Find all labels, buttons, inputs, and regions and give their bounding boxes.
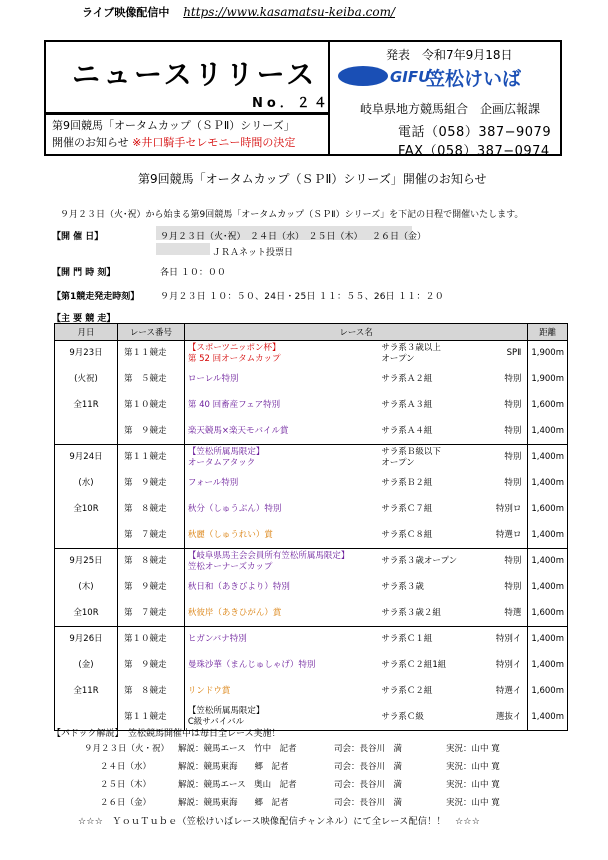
race-name bbox=[184, 419, 378, 445]
race-day: (水) bbox=[55, 471, 118, 497]
table-row bbox=[55, 367, 568, 393]
race-name-line1: 秋分（しゅうぶん）特別 bbox=[187, 504, 282, 514]
race-name bbox=[184, 497, 378, 523]
race-day: 全10R bbox=[55, 497, 118, 523]
race-name-line1: 秋麗（しゅうれい）賞 bbox=[187, 529, 273, 540]
race-class-line1: サラ系Ｃ１組 bbox=[381, 634, 433, 645]
race-grade: 特別ロ bbox=[485, 497, 528, 523]
kasamatsu-logo bbox=[338, 62, 552, 90]
organization: 岐阜県地方競馬組合 企画広報課 bbox=[360, 102, 541, 116]
jra-marker bbox=[156, 243, 210, 255]
race-number: 第１１競走 bbox=[117, 341, 184, 367]
paddock-commentary: 解説：競馬エース 奥山 記者 bbox=[178, 780, 297, 790]
race-number: 第 ９競走 bbox=[117, 471, 184, 497]
race-name bbox=[184, 679, 378, 705]
paddock-live: 実況：山中 寛 bbox=[446, 798, 500, 808]
race-class bbox=[378, 445, 484, 471]
race-number: 第 ７競走 bbox=[117, 601, 184, 627]
race-day: 9月26日 bbox=[55, 627, 118, 653]
race-class bbox=[378, 627, 484, 653]
race-name-line2: オータムアタック bbox=[187, 457, 256, 468]
race-name-line1: 【岐阜県馬主会会員所有笠松所属馬限定】 bbox=[187, 550, 350, 561]
race-class-line1: サラ系Ａ４組 bbox=[381, 425, 433, 436]
race-distance: 1,600m bbox=[528, 601, 568, 627]
race-number: 第 ８競走 bbox=[117, 549, 184, 575]
race-name-line1: ローレル特別 bbox=[187, 374, 239, 384]
table-row bbox=[55, 549, 568, 575]
gate-label: 【開 門 時 刻】 bbox=[52, 268, 116, 278]
race-name-line1: 秋日和（あきびより）特別 bbox=[187, 582, 290, 592]
race-grade: 特選 bbox=[485, 601, 528, 627]
race-class-line1: サラ系Ｃ２組1組 bbox=[381, 660, 447, 670]
race-name bbox=[184, 393, 378, 419]
race-number: 第 ７競走 bbox=[117, 523, 184, 549]
intro-text: ９月２３日（火･祝）から始まる第9回競馬「オータムカップ（ＳＰⅡ）シリーズ」を下記の日程で開催いたします。 bbox=[60, 210, 524, 220]
race-name-line1: 【笠松所属馬限定】 bbox=[187, 446, 265, 457]
race-distance: 1,400m bbox=[528, 653, 568, 679]
race-grade: SPⅡ bbox=[485, 341, 528, 367]
race-class-line1: サラ系３歳 bbox=[381, 582, 424, 592]
race-name bbox=[184, 575, 378, 601]
race-grade: 特選ロ bbox=[485, 523, 528, 549]
race-number: 第 ８競走 bbox=[117, 679, 184, 705]
race-day bbox=[55, 419, 118, 445]
telephone: 電話（058）387−9079 bbox=[398, 125, 552, 140]
race-grade: 特別 bbox=[485, 393, 528, 419]
race-class-line1: サラ系Ａ２組 bbox=[381, 374, 433, 384]
paddock-commentary: 解説：競馬東海 郷 記者 bbox=[178, 762, 289, 772]
paddock-date: ２５日（木） bbox=[100, 780, 152, 790]
table-row bbox=[55, 419, 568, 445]
race-distance: 1,400m bbox=[528, 523, 568, 549]
logo-gifu: GIFU bbox=[390, 68, 431, 86]
col-race-name: レース名 bbox=[184, 324, 528, 341]
race-class-line1: サラ系Ｃ７組 bbox=[381, 504, 433, 514]
race-name bbox=[184, 523, 378, 549]
race-day: (火祝) bbox=[55, 367, 118, 393]
race-distance: 1,600m bbox=[528, 497, 568, 523]
page-title: ニュースリリース bbox=[72, 58, 318, 91]
col-date: 月日 bbox=[55, 324, 118, 341]
paddock-live: 実況：山中 寛 bbox=[446, 762, 500, 772]
race-day: 9月25日 bbox=[55, 549, 118, 575]
race-name-line1: リンドウ賞 bbox=[187, 686, 231, 696]
release-date: 発表 令和7年9月18日 bbox=[386, 48, 513, 62]
race-number: 第 ９競走 bbox=[117, 419, 184, 445]
race-class bbox=[378, 601, 484, 627]
race-class bbox=[378, 341, 484, 367]
race-name-line2: 第 52 回オータムカップ bbox=[187, 353, 281, 364]
paddock-heading: 【パドック解説】 笠松競馬開催中は毎日全レース実施！ bbox=[52, 729, 281, 739]
race-number: 第１０競走 bbox=[117, 627, 184, 653]
race-class bbox=[378, 549, 484, 575]
race-class bbox=[378, 393, 484, 419]
race-distance: 1,400m bbox=[528, 627, 568, 653]
table-row bbox=[55, 341, 568, 367]
subject-line2 bbox=[52, 134, 295, 150]
race-name bbox=[184, 549, 378, 575]
fax: FAX（058）387−0974 bbox=[398, 144, 550, 159]
race-table bbox=[54, 323, 568, 731]
race-name bbox=[184, 445, 378, 471]
site-url-link[interactable]: https://www.kasamatsu-keiba.com/ bbox=[183, 5, 395, 19]
paddock-mc: 司会：長谷川 満 bbox=[334, 780, 403, 790]
race-class bbox=[378, 497, 484, 523]
table-row bbox=[55, 575, 568, 601]
race-grade: 特別 bbox=[485, 549, 528, 575]
race-grade: 特別イ bbox=[485, 627, 528, 653]
race-number: 第１１競走 bbox=[117, 705, 184, 731]
race-number: 第 ５競走 bbox=[117, 367, 184, 393]
open-days-label: 【開 催 日】 bbox=[52, 232, 104, 242]
race-class bbox=[378, 419, 484, 445]
race-day bbox=[55, 523, 118, 549]
race-name-line1: 第 40 回畜産フェア特別 bbox=[187, 400, 281, 410]
race-distance: 1,900m bbox=[528, 367, 568, 393]
paddock-date: ２６日（金） bbox=[100, 798, 152, 808]
race-class-line2: オープン bbox=[381, 353, 415, 364]
race-grade: 特別 bbox=[485, 471, 528, 497]
race-class-line1: サラ系Ｃ級 bbox=[381, 711, 424, 722]
paddock-mc: 司会：長谷川 満 bbox=[334, 798, 403, 808]
first-race-times: ９月２３日 １０：５０、24日・25日 １１：５５、26日 １１：２０ bbox=[160, 292, 444, 302]
race-number: 第 ９競走 bbox=[117, 575, 184, 601]
race-distance: 1,900m bbox=[528, 341, 568, 367]
race-class-line2: オープン bbox=[381, 457, 415, 468]
race-day: 全11R bbox=[55, 679, 118, 705]
race-class-line1: サラ系３歳以上 bbox=[381, 342, 441, 353]
race-grade: 特別 bbox=[485, 575, 528, 601]
open-date-26: ２６日（金） bbox=[372, 232, 427, 242]
document-title: 第9回競馬「オータムカップ（ＳＰⅡ）シリーズ」開催のお知らせ bbox=[138, 172, 487, 186]
first-race-label: 【第1競走発走時刻】 bbox=[52, 292, 140, 302]
race-name-line2: 笠松オーナーズカップ bbox=[187, 561, 273, 572]
race-class-line1: サラ系３歳２組 bbox=[381, 607, 441, 618]
race-name-line1: 【スポーツニッポン杯】 bbox=[187, 342, 281, 353]
paddock-date: ９月２３日（火・祝） bbox=[84, 744, 170, 754]
table-row bbox=[55, 393, 568, 419]
race-number: 第１０競走 bbox=[117, 393, 184, 419]
table-row bbox=[55, 471, 568, 497]
race-class bbox=[378, 471, 484, 497]
race-distance: 1,600m bbox=[528, 393, 568, 419]
table-row bbox=[55, 653, 568, 679]
paddock-commentary: 解説：競馬東海 郷 記者 bbox=[178, 798, 289, 808]
release-number: No．２４ bbox=[252, 96, 331, 111]
race-distance: 1,400m bbox=[528, 419, 568, 445]
race-day: (木) bbox=[55, 575, 118, 601]
race-name-line1: フォール特別 bbox=[187, 478, 239, 488]
race-distance: 1,400m bbox=[528, 575, 568, 601]
table-row bbox=[55, 679, 568, 705]
paddock-mc: 司会：長谷川 満 bbox=[334, 744, 403, 754]
race-class bbox=[378, 705, 484, 731]
live-label: ライブ映像配信中 bbox=[82, 6, 170, 19]
paddock-commentary: 解説：競馬エース 竹中 記者 bbox=[178, 744, 297, 754]
race-distance: 1,400m bbox=[528, 549, 568, 575]
race-day: 全10R bbox=[55, 601, 118, 627]
race-class bbox=[378, 679, 484, 705]
youtube-footer: ☆☆☆ ＹｏｕＴｕｂｅ（笠松けいばレース映像配信チャンネル）にて全レース配信！！ ☆☆☆ bbox=[78, 817, 481, 827]
race-name bbox=[184, 341, 378, 367]
race-name bbox=[184, 653, 378, 679]
race-class-line1: サラ系Ａ３組 bbox=[381, 400, 433, 410]
race-name-line1: ヒガンバナ特別 bbox=[187, 634, 247, 645]
race-grade: 特別 bbox=[485, 419, 528, 445]
race-name-line1: 秋彼岸（あきひがん）賞 bbox=[187, 607, 282, 618]
paddock-date: ２４日（水） bbox=[100, 762, 152, 772]
paddock-mc: 司会：長谷川 満 bbox=[334, 762, 403, 772]
race-number: 第 ９競走 bbox=[117, 653, 184, 679]
race-class-line1: サラ系Ｂ級以下 bbox=[381, 446, 441, 457]
race-day: (金) bbox=[55, 653, 118, 679]
paddock-live: 実況：山中 寛 bbox=[446, 744, 500, 754]
race-number: 第 ８競走 bbox=[117, 497, 184, 523]
race-day: 9月23日 bbox=[55, 341, 118, 367]
horse-emblem-icon bbox=[338, 66, 388, 86]
table-row bbox=[55, 627, 568, 653]
race-class bbox=[378, 575, 484, 601]
race-class-line1: サラ系Ｃ２組 bbox=[381, 686, 433, 696]
race-name-line2: C級サバイバル bbox=[187, 717, 245, 728]
subject-line1: 第9回競馬「オータムカップ（ＳＰⅡ）シリーズ」 bbox=[52, 119, 295, 132]
race-distance: 1,400m bbox=[528, 471, 568, 497]
race-class bbox=[378, 367, 484, 393]
subject-note: ※井口騎手セレモニー時間の決定 bbox=[132, 136, 296, 149]
race-class-line1: サラ系Ｂ２組 bbox=[381, 478, 433, 488]
race-name bbox=[184, 367, 378, 393]
race-grade: 特別 bbox=[485, 445, 528, 471]
jra-note: ＪＲＡネット投票日 bbox=[212, 248, 294, 258]
main-races-label: 【主 要 競 走】 bbox=[52, 314, 116, 324]
col-race-number: レース番号 bbox=[117, 324, 184, 341]
paddock-live: 実況：山中 寛 bbox=[446, 780, 500, 790]
race-distance: 1,400m bbox=[528, 705, 568, 731]
open-dates: ９月２３日（火･祝） ２４日（水） ２５日（木） bbox=[160, 232, 363, 242]
race-class-line1: サラ系３歳オープン bbox=[381, 556, 458, 567]
race-name bbox=[184, 627, 378, 653]
race-day: 全11R bbox=[55, 393, 118, 419]
race-name-line1: 曼珠沙華（まんじゅしゃげ）特別 bbox=[187, 660, 316, 670]
table-row bbox=[55, 445, 568, 471]
race-grade: 特選イ bbox=[485, 679, 528, 705]
table-row bbox=[55, 523, 568, 549]
race-distance: 1,600m bbox=[528, 679, 568, 705]
race-name-line1: 楽天競馬×楽天モバイル賞 bbox=[187, 425, 289, 436]
table-row bbox=[55, 497, 568, 523]
race-number: 第１１競走 bbox=[117, 445, 184, 471]
race-grade: 選抜イ bbox=[485, 705, 528, 731]
race-class bbox=[378, 523, 484, 549]
logo-name: 笠松けいば bbox=[426, 68, 522, 90]
race-class-line1: サラ系Ｃ８組 bbox=[381, 529, 433, 540]
race-name-line1: 【笠松所属馬限定】 bbox=[187, 706, 265, 717]
col-distance: 距離 bbox=[528, 324, 568, 341]
table-row bbox=[55, 601, 568, 627]
race-name bbox=[184, 601, 378, 627]
gate-time: 各日 １０：００ bbox=[160, 268, 226, 278]
top-banner bbox=[82, 4, 395, 20]
race-grade: 特別イ bbox=[485, 653, 528, 679]
race-distance: 1,400m bbox=[528, 445, 568, 471]
race-class bbox=[378, 653, 484, 679]
race-name bbox=[184, 471, 378, 497]
race-grade: 特別 bbox=[485, 367, 528, 393]
race-day: 9月24日 bbox=[55, 445, 118, 471]
subject-notice: 開催のお知らせ bbox=[52, 136, 129, 149]
